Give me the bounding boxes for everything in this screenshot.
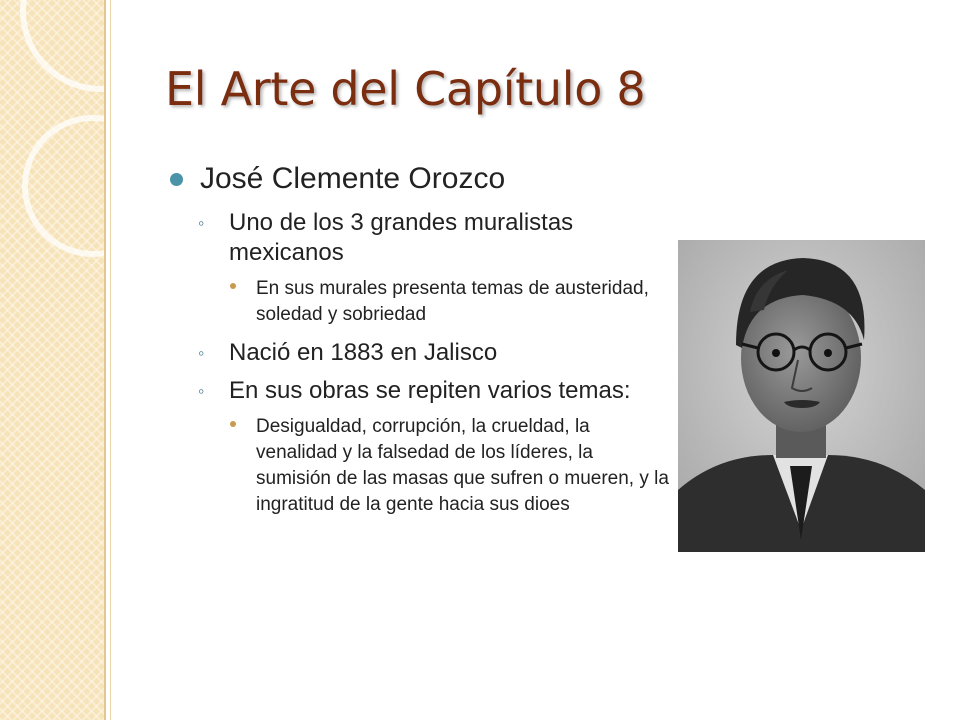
dot-bullet-icon xyxy=(230,283,236,289)
decorative-side-strip xyxy=(0,0,104,720)
decorative-ring xyxy=(22,115,104,257)
slide-content xyxy=(170,160,670,528)
decorative-ring xyxy=(20,0,104,92)
detail-text: En sus murales presenta temas de austeridad, soledad y sobriedad xyxy=(256,278,649,325)
bullet-heading xyxy=(170,160,670,198)
detail-bullet xyxy=(170,414,670,518)
detail-bullet xyxy=(170,276,670,328)
side-divider xyxy=(104,0,106,720)
sub-bullet xyxy=(170,376,670,406)
portrait-illustration xyxy=(678,240,925,552)
sub-bullet-text: En sus obras se repiten varios temas: xyxy=(229,377,631,404)
sub-bullet-text: Nació en 1883 en Jalisco xyxy=(229,339,498,366)
dot-bullet-icon xyxy=(230,421,236,427)
round-bullet-icon xyxy=(170,173,183,186)
sub-bullet xyxy=(170,338,670,368)
slide-title: El Arte del Capítulo 8 xyxy=(165,62,646,116)
sub-bullet xyxy=(170,208,670,268)
side-divider xyxy=(110,0,111,720)
sub-bullet-text: Uno de los 3 grandes muralistas mexicanos xyxy=(229,209,574,266)
portrait-photo xyxy=(678,240,925,552)
heading-text: José Clemente Orozco xyxy=(200,162,506,195)
detail-text: Desigualdad, corrupción, la crueldad, la venalidad y la falsedad de los líderes, la sumisión de las masas que sufren o mueren, y la ingratitud de la gente hacia sus dioes xyxy=(256,416,669,515)
ring-bullet-icon: ◦ xyxy=(198,213,205,233)
ring-bullet-icon: ◦ xyxy=(198,343,205,363)
ring-bullet-icon: ◦ xyxy=(198,381,205,401)
